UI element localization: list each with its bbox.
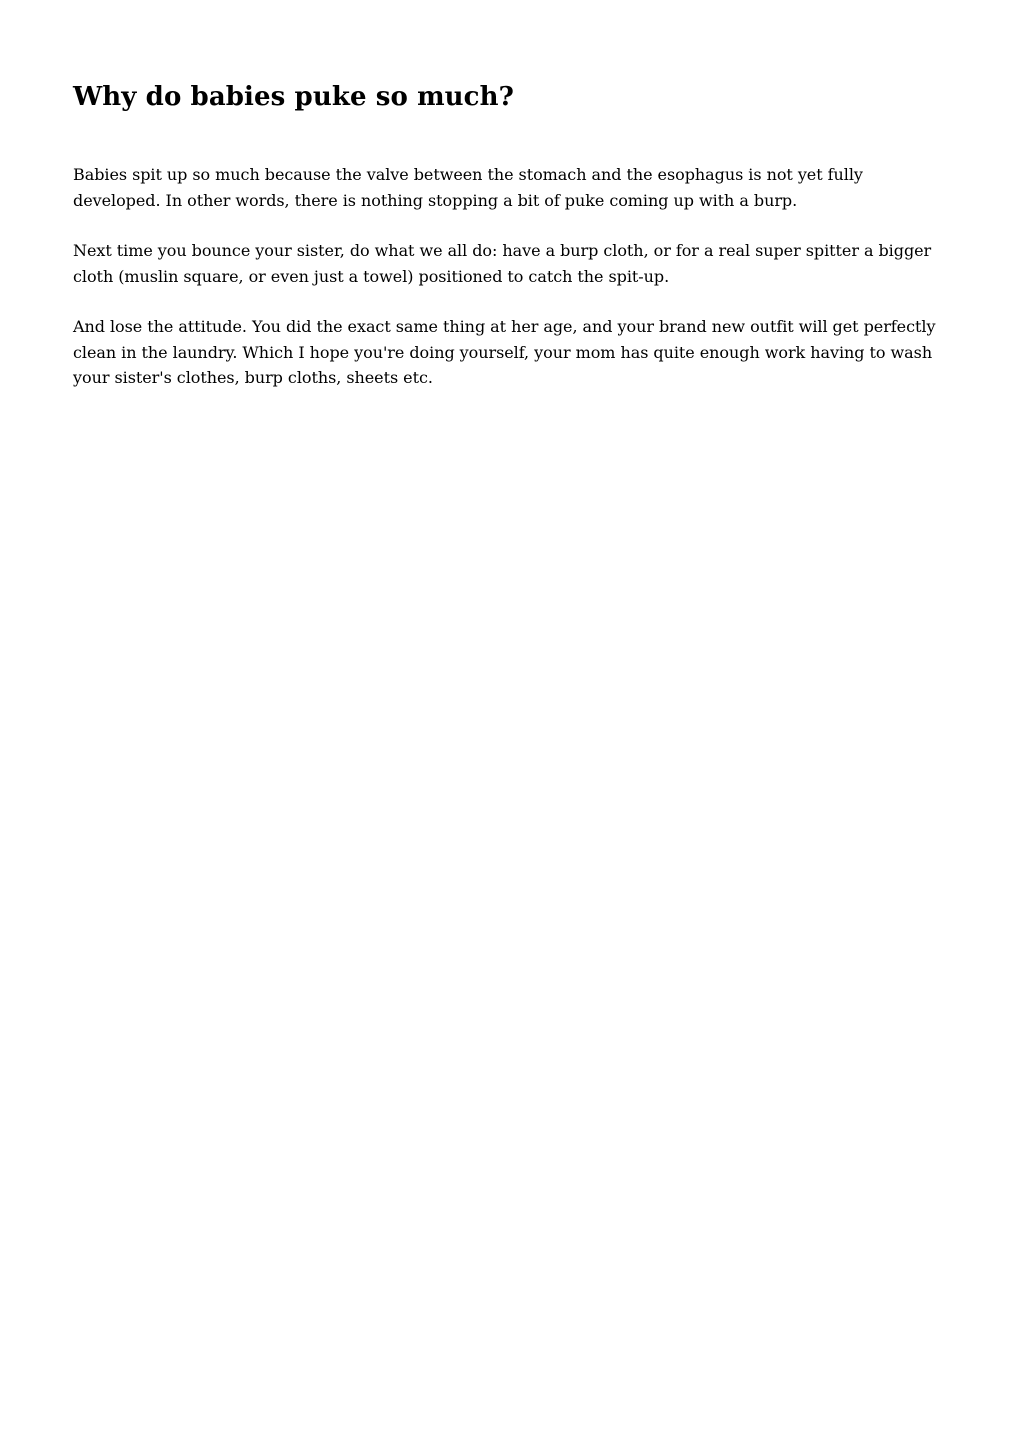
paragraph-burp-cloth-advice: Next time you bounce your sister, do what we all do: have a burp cloth, or for a real super spitter a bigger cloth (muslin square, or even just a towel) positioned to catch the spit-up. <box>73 241 932 286</box>
paragraph-valve-explanation: Babies spit up so much because the valve between the stomach and the esophagus is not yet fully developed. In other words, there is nothing stopping a bit of puke coming up with a burp. <box>73 165 863 210</box>
page-title: Why do babies puke so much? <box>73 82 514 112</box>
paragraph-attitude: And lose the attitude. You did the exact same thing at her age, and your brand new outfit will get perfectly clean in the laundry. Which I hope you're doing yourself, your mom has quite enough work having to wash your sister's clothes, burp cloths, sheets etc. <box>73 317 936 387</box>
document-body <box>73 78 953 416</box>
